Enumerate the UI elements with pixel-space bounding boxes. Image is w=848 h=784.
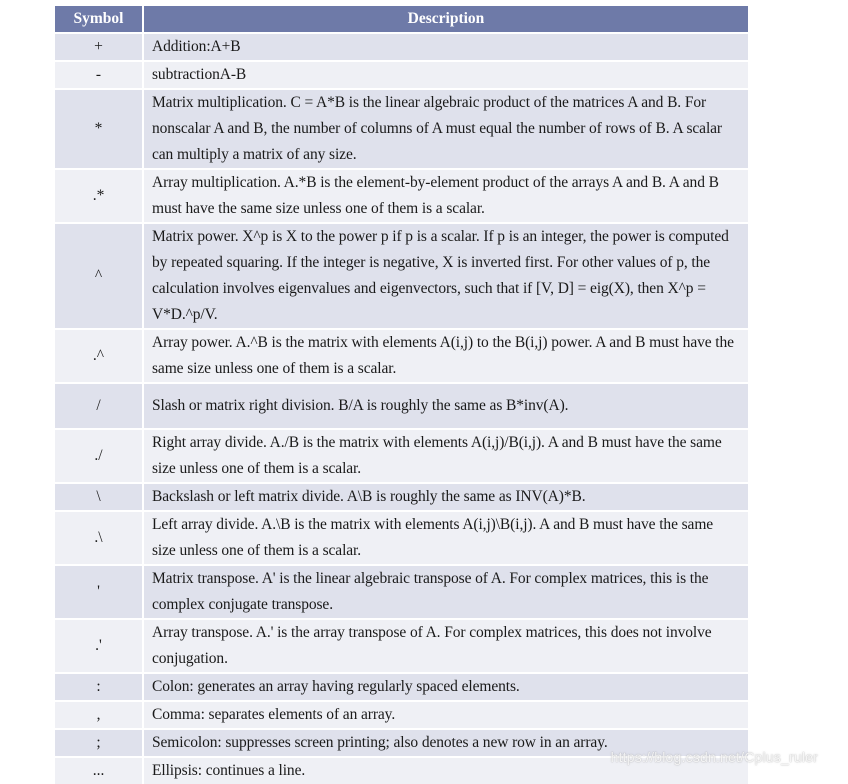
- operator-symbol: .\: [55, 511, 143, 565]
- operator-description: Matrix power. X^p is X to the power p if p is a scalar. If p is an integer, the power is computed by repeated squaring. If the integer is negative, X is inverted first. For other values of p, the calculation involves eigenvalues and eigenvectors, such that if [V, D] = eig(X), then X^p = V*D.^p/V.: [143, 223, 748, 329]
- table-row: [55, 565, 748, 619]
- operators-table: [55, 6, 748, 784]
- operator-symbol: ./: [55, 429, 143, 483]
- table-row: [55, 169, 748, 223]
- operator-symbol: *: [55, 89, 143, 169]
- table-row: [55, 383, 748, 429]
- watermark: https://blog.csdn.net/Cplus_ruler: [610, 749, 818, 765]
- operator-symbol: ^: [55, 223, 143, 329]
- operator-description: Array multiplication. A.*B is the element-by-element product of the arrays A and B. A and B must have the same size unless one of them is a scalar.: [143, 169, 748, 223]
- table-row: [55, 223, 748, 329]
- operator-symbol: .*: [55, 169, 143, 223]
- operator-description: Slash or matrix right division. B/A is roughly the same as B*inv(A).: [143, 383, 748, 429]
- operator-description: Right array divide. A./B is the matrix with elements A(i,j)/B(i,j). A and B must have the same size unless one of them is a scalar.: [143, 429, 748, 483]
- operator-symbol: +: [55, 33, 143, 61]
- table-row: [55, 483, 748, 511]
- operator-symbol: ...: [55, 757, 143, 784]
- operator-description: Matrix multiplication. C = A*B is the linear algebraic product of the matrices A and B. For nonscalar A and B, the number of columns of A must equal the number of rows of B. A scalar can multiply a matrix of any size.: [143, 89, 748, 169]
- table-row: [55, 701, 748, 729]
- operator-description: Addition:A+B: [143, 33, 748, 61]
- table-header-row: [55, 6, 748, 33]
- table-row: [55, 673, 748, 701]
- operator-symbol: ,: [55, 701, 143, 729]
- table-row: [55, 511, 748, 565]
- column-header-symbol: Symbol: [55, 6, 143, 33]
- operator-description: Comma: separates elements of an array.: [143, 701, 748, 729]
- operator-description: Left array divide. A.\B is the matrix with elements A(i,j)\B(i,j). A and B must have the same size unless one of them is a scalar.: [143, 511, 748, 565]
- operator-symbol: -: [55, 61, 143, 89]
- operator-description: Array power. A.^B is the matrix with elements A(i,j) to the B(i,j) power. A and B must have the same size unless one of them is a scalar.: [143, 329, 748, 383]
- table-row: [55, 33, 748, 61]
- table-row: [55, 619, 748, 673]
- operator-symbol: /: [55, 383, 143, 429]
- operator-description: Ellipsis: continues a line.: [143, 757, 748, 784]
- operator-description: subtractionA-B: [143, 61, 748, 89]
- table-row: [55, 429, 748, 483]
- operator-symbol: :: [55, 673, 143, 701]
- operator-description: Matrix transpose. A' is the linear algebraic transpose of A. For complex matrices, this is the complex conjugate transpose.: [143, 565, 748, 619]
- operator-symbol: .': [55, 619, 143, 673]
- operator-symbol: .^: [55, 329, 143, 383]
- column-header-description: Description: [143, 6, 748, 33]
- operator-description: Colon: generates an array having regularly spaced elements.: [143, 673, 748, 701]
- operator-description: Semicolon: suppresses screen printing; also denotes a new row in an array.: [143, 729, 748, 757]
- operator-description: Backslash or left matrix divide. A\B is roughly the same as INV(A)*B.: [143, 483, 748, 511]
- operator-symbol: ': [55, 565, 143, 619]
- operator-symbol: \: [55, 483, 143, 511]
- table-row: [55, 329, 748, 383]
- table-row: [55, 61, 748, 89]
- operator-description: Array transpose. A.' is the array transpose of A. For complex matrices, this does not involve conjugation.: [143, 619, 748, 673]
- table-row: [55, 89, 748, 169]
- operator-symbol: ;: [55, 729, 143, 757]
